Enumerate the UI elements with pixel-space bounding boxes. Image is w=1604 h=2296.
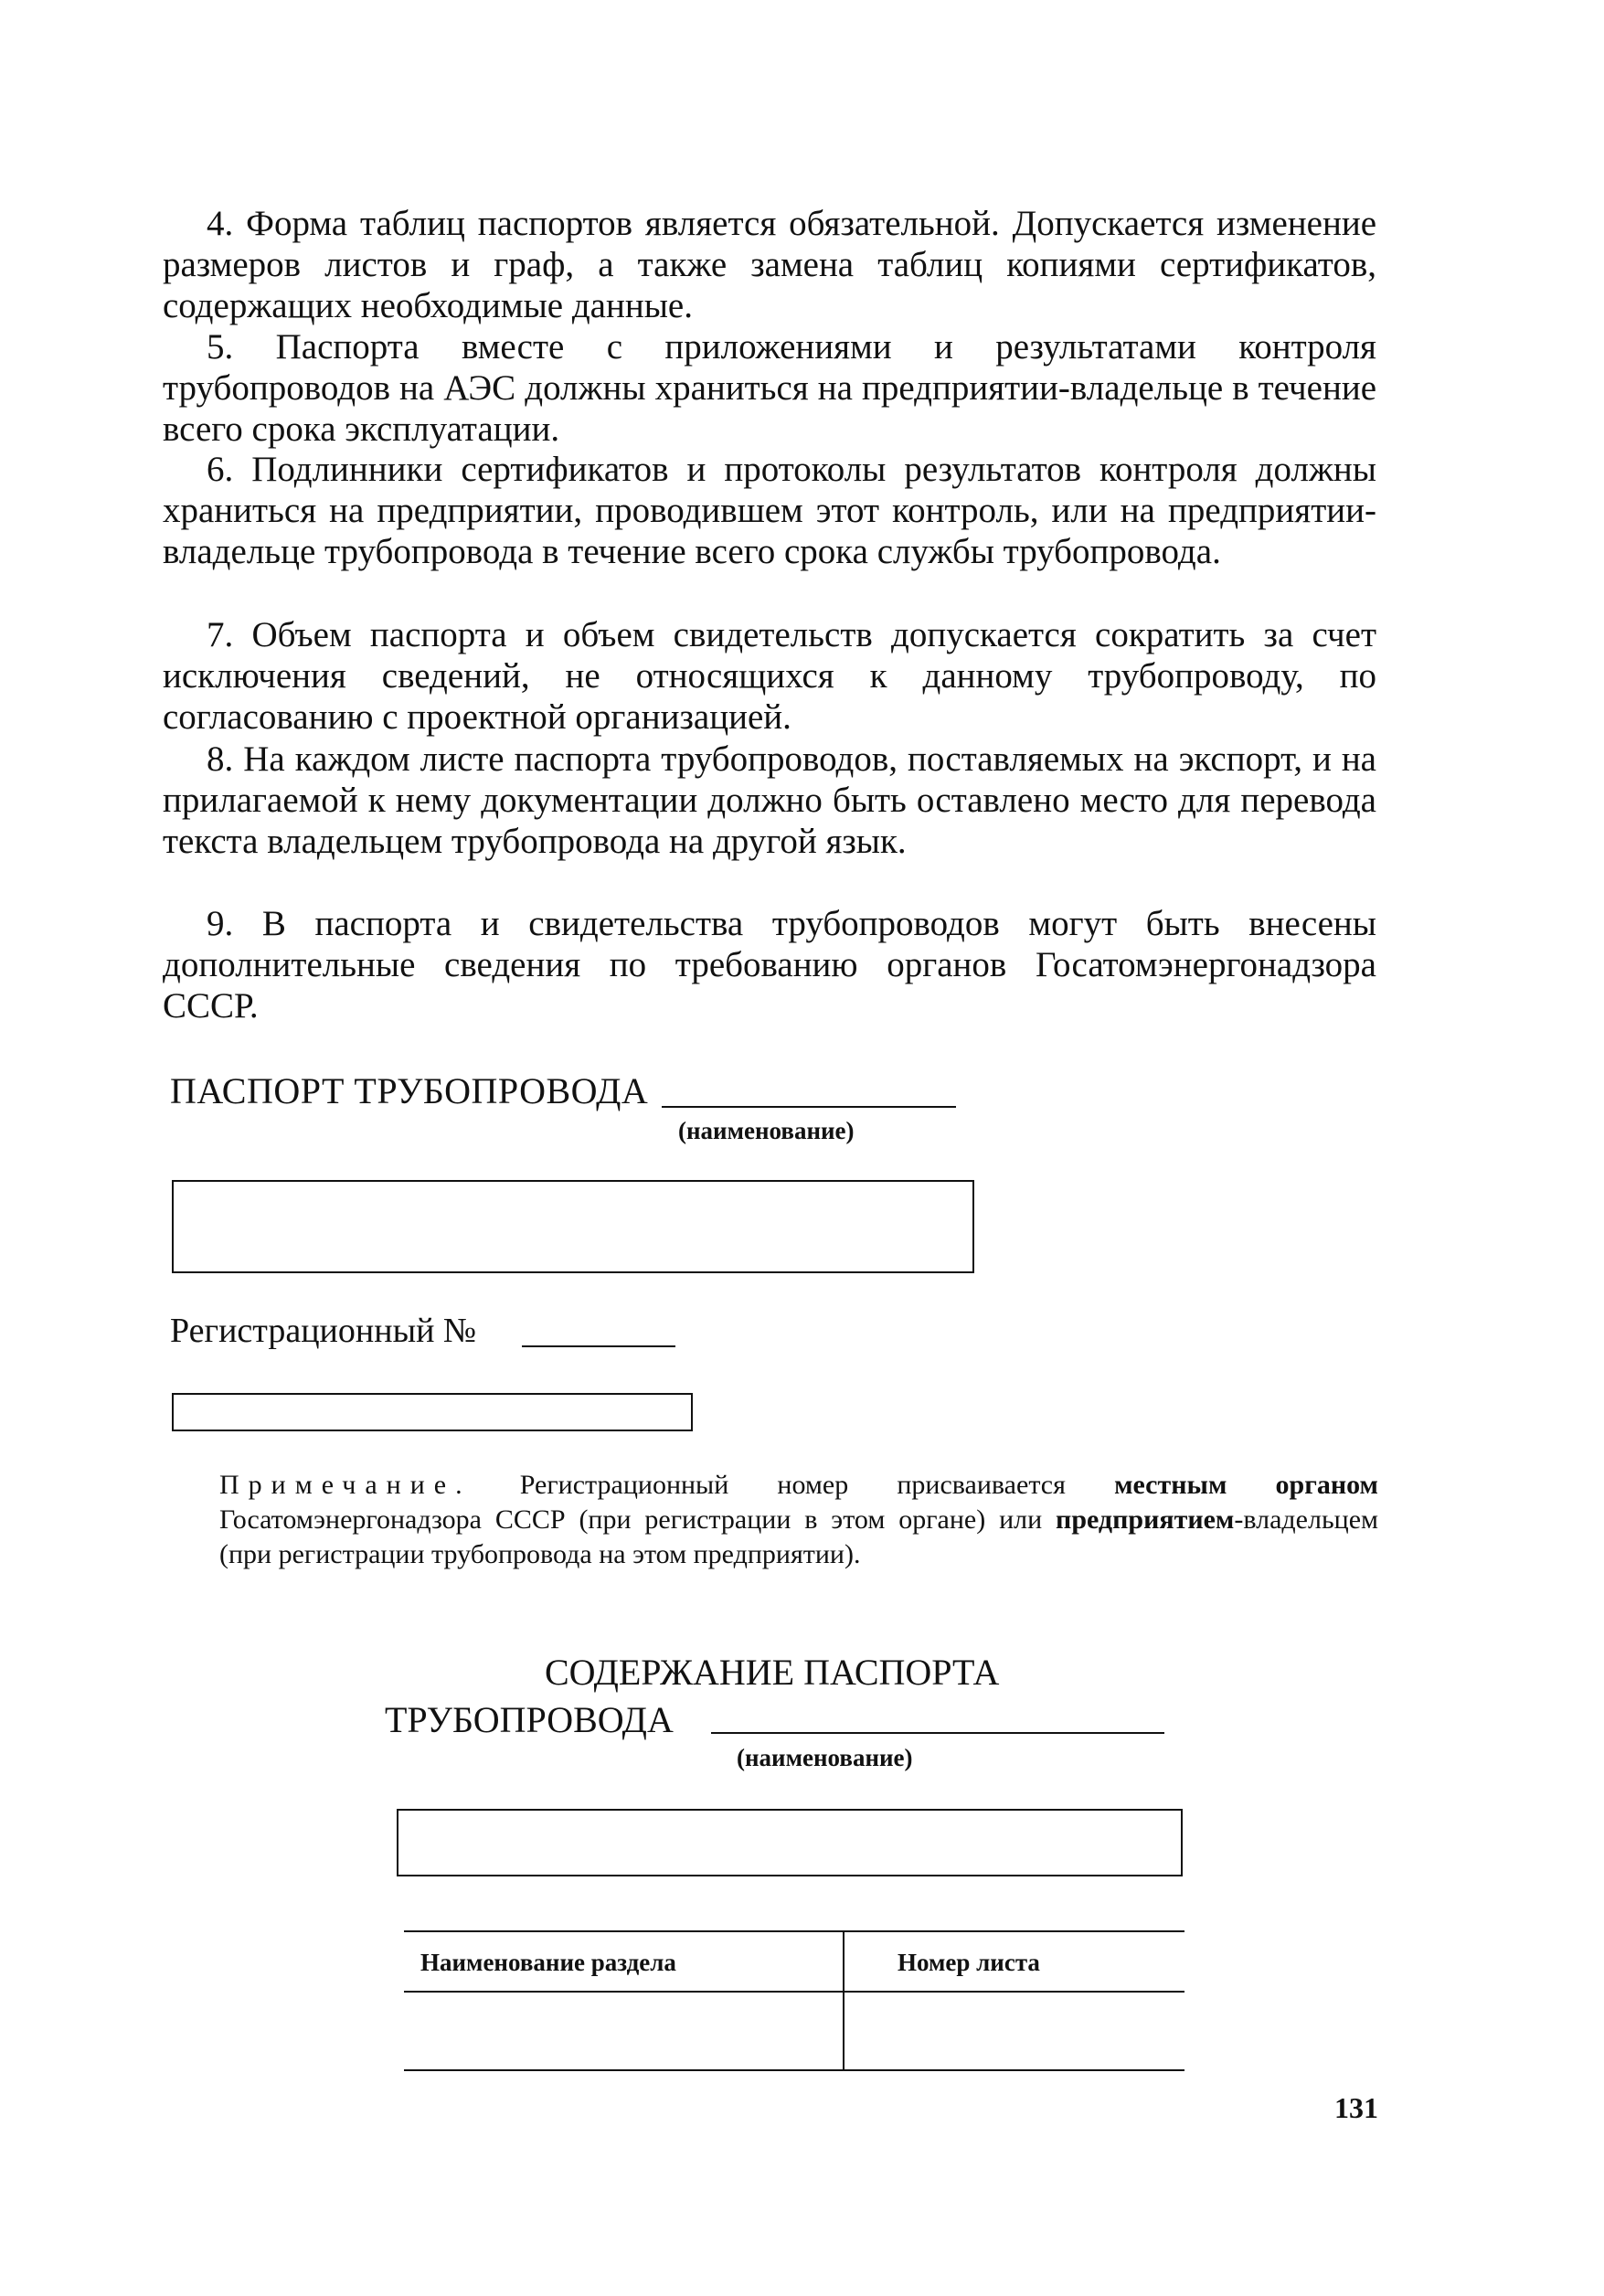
paragraph-5: 5. Паспорта вместе с приложениями и результатами контроля трубопроводов на АЭС должны храниться на предприятии-владельце в течение всего срока эксплуатации. <box>163 327 1376 449</box>
paragraph-4: 4. Форма таблиц паспортов является обязательной. Допускается изменение размеров листов и граф, а также замена таблиц копиями сертификатов, содержащих необходимые данные. <box>163 204 1376 325</box>
note-text-3: -владельцем (при регистрации трубопровода на этом предприятии). <box>219 1504 1378 1569</box>
page-number: 131 <box>1334 2091 1378 2124</box>
paragraph-6: 6. Подлинники сертификатов и протоколы результатов контроля должны храниться на предприятии, проводившем этот контроль, или на предприятии-владельце трубопровода в течение всего срока службы трубопровода. <box>163 450 1376 571</box>
note-text-1: Регистрационный номер присваивается <box>471 1470 1115 1500</box>
column-header-sheet-number: Номер листа <box>898 1949 1040 1976</box>
contents-name-underline <box>711 1732 1164 1734</box>
paragraph-9: 9. В паспорта и свидетельства трубопроводов могут быть внесены дополнительные сведения по требованию органов Госатомэнергонадзора СССР. <box>163 904 1376 1026</box>
note-label: Примечание. <box>219 1470 472 1500</box>
note <box>219 1468 1378 1572</box>
registration-number-underline <box>522 1345 675 1347</box>
contents-name-box <box>397 1809 1183 1876</box>
contents-title-line1: СОДЕРЖАНИЕ ПАСПОРТА <box>545 1652 1000 1693</box>
note-bold-1: местным органом <box>1114 1470 1378 1500</box>
note-text-2: Госатомэнергонадзора СССР (при регистрации в этом органе) или <box>219 1504 1057 1535</box>
table-column-divider <box>843 1932 844 2069</box>
registration-box <box>172 1393 693 1431</box>
paragraph-8: 8. На каждом листе паспорта трубопроводов, поставляемых на экспорт, и на прилагаемой к нему документации должно быть оставлено место для перевода текста владельцем трубопровода на другой язык. <box>163 739 1376 861</box>
passport-title: ПАСПОРТ ТРУБОПРОВОДА <box>170 1070 649 1111</box>
registration-label: Регистрационный № <box>170 1312 477 1350</box>
paragraph-7: 7. Объем паспорта и объем свидетельств допускается сократить за счет исключения сведений, не относящихся к данному трубопроводу, по согласованию с проектной организацией. <box>163 615 1376 737</box>
contents-title-line2: ТРУБОПРОВОДА <box>385 1699 674 1740</box>
contents-name-caption: (наименование) <box>737 1744 913 1771</box>
contents-table <box>404 1930 1184 2071</box>
note-bold-2: предприятием <box>1056 1504 1235 1535</box>
column-header-section-name: Наименование раздела <box>420 1949 676 1976</box>
passport-name-underline <box>662 1106 956 1108</box>
passport-name-caption: (наименование) <box>678 1117 855 1144</box>
passport-name-box <box>172 1180 974 1273</box>
